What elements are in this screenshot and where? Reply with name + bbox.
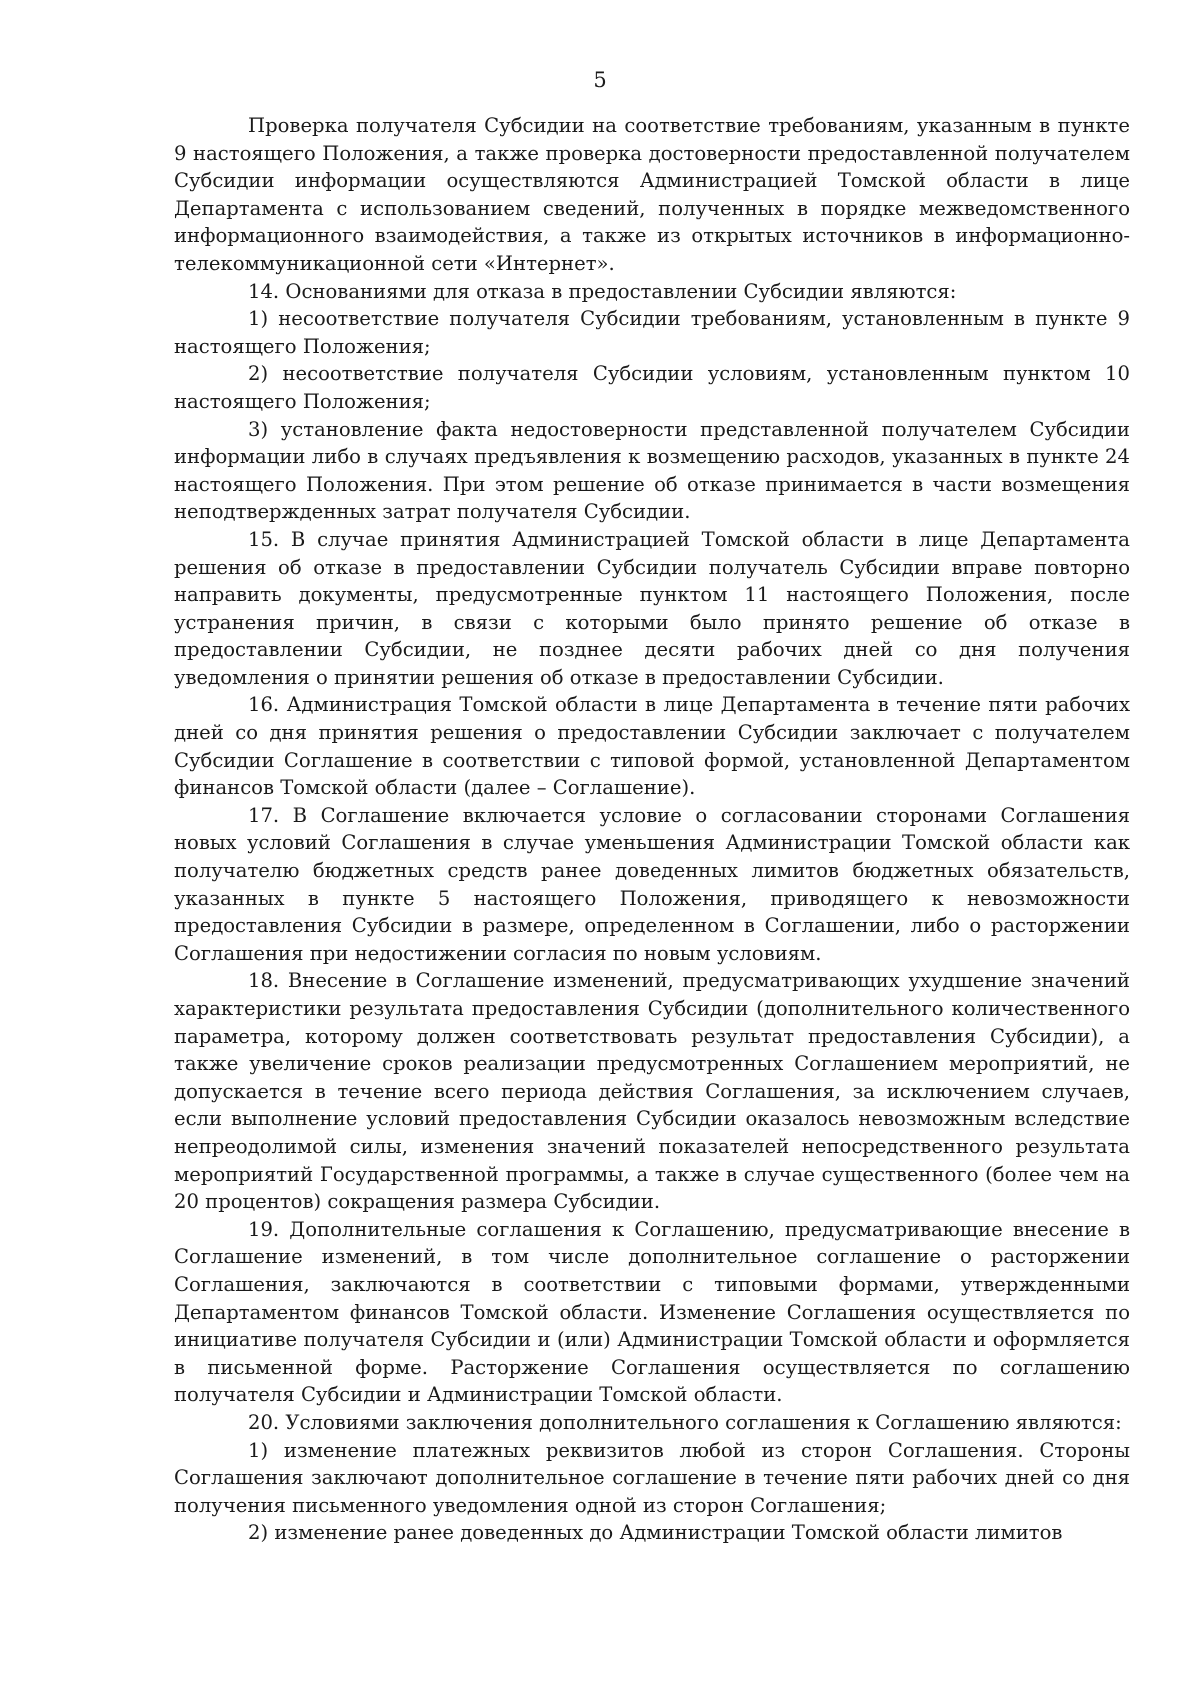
paragraph-14-item-1: 1) несоответствие получателя Субсидии требованиям, установленным в пункте 9 настоящего Положения; <box>174 307 1130 358</box>
paragraph-20-item-1: 1) изменение платежных реквизитов любой из сторон Соглашения. Стороны Соглашения заключают дополнительное соглашение в течение пяти рабочих дней со дня получения письменного уведомления одной из сторон Соглашения; <box>174 1438 1130 1517</box>
paragraph-19: 19. Дополнительные соглашения к Соглашению, предусматривающие внесение в Соглашение изменений, в том числе дополнительное соглашение о расторжении Соглашения, заключаются в соответствии с типовыми формами, утвержденными Департаментом финансов Томской области. Изменение Соглашения осуществляется по инициативе получателя Субсидии и (или) Администрации Томской области и оформляется в письменной форме. Расторжение Соглашения осуществляется по соглашению получателя Субсидии и Администрации Томской области. <box>174 1217 1130 1407</box>
paragraph-20-item-2: 2) изменение ранее доведенных до Администрации Томской области лимитов <box>248 1521 1063 1545</box>
paragraph-verification: Проверка получателя Субсидии на соответствие требованиям, указанным в пункте 9 настоящего Положения, а также проверка достоверности предоставленной получателем Субсидии информации осуществляются Администрацией Томской области в лице Департамента с использованием сведений, полученных в порядке межведомственного информационного взаимодействия, а также из открытых источников в информационно-телекоммуникационной сети «Интернет». <box>174 114 1130 275</box>
paragraph-14: 14. Основаниями для отказа в предоставлении Субсидии являются: <box>248 279 957 303</box>
paragraph-16: 16. Администрация Томской области в лице Департамента в течение пяти рабочих дней со дня принятия решения о предоставлении Субсидии заключает с получателем Субсидии Соглашение в соответствии с типовой формой, установленной Департаментом финансов Томской области (далее – Соглашение). <box>174 693 1130 800</box>
paragraph-17: 17. В Соглашение включается условие о согласовании сторонами Соглашения новых условий Соглашения в случае уменьшения Администрации Томской области как получателю бюджетных средств ранее доведенных лимитов бюджетных обязательств, указанных в пункте 5 настоящего Положения, приводящего к невозможности предоставления Субсидии в размере, определенном в Соглашении, либо о расторжении Соглашения при недостижении согласия по новым условиям. <box>174 803 1130 965</box>
paragraph-15: 15. В случае принятия Администрацией Томской области в лице Департамента решения об отказе в предоставлении Субсидии получатель Субсидии вправе повторно направить документы, предусмотренные пунктом 11 настоящего Положения, после устранения причин, в связи с которыми было принято решение об отказе в предоставлении Субсидии, не позднее десяти рабочих дней со дня получения уведомления о принятии решения об отказе в предоставлении Субсидии. <box>174 527 1130 689</box>
paragraph-18: 18. Внесение в Соглашение изменений, предусматривающих ухудшение значений характеристики результата предоставления Субсидии (дополнительного количественного параметра, которому должен соответствовать результат предоставления Субсидии), а также увеличение сроков реализации предусмотренных Соглашением мероприятий, не допускается в течение всего периода действия Соглашения, за исключением случаев, если выполнение условий предоставления Субсидии оказалось невозможным вследствие непреодолимой силы, изменения значений показателей непосредственного результата мероприятий Государственной программы, а также в случае существенного (более чем на 20 процентов) сокращения размера Субсидии. <box>174 969 1130 1214</box>
paragraph-14-item-3: 3) установление факта недостоверности представленной получателем Субсидии информации либо в случаях предъявления к возмещению расходов, указанных в пункте 24 настоящего Положения. При этом решение об отказе принимается в части возмещения неподтвержденных затрат получателя Субсидии. <box>174 417 1130 524</box>
page-number: 5 <box>593 68 607 92</box>
paragraph-14-item-2: 2) несоответствие получателя Субсидии условиям, установленным пунктом 10 настоящего Положения; <box>174 362 1130 413</box>
paragraph-20: 20. Условиями заключения дополнительного соглашения к Соглашению являются: <box>248 1410 1122 1434</box>
document-body <box>174 112 1130 1547</box>
